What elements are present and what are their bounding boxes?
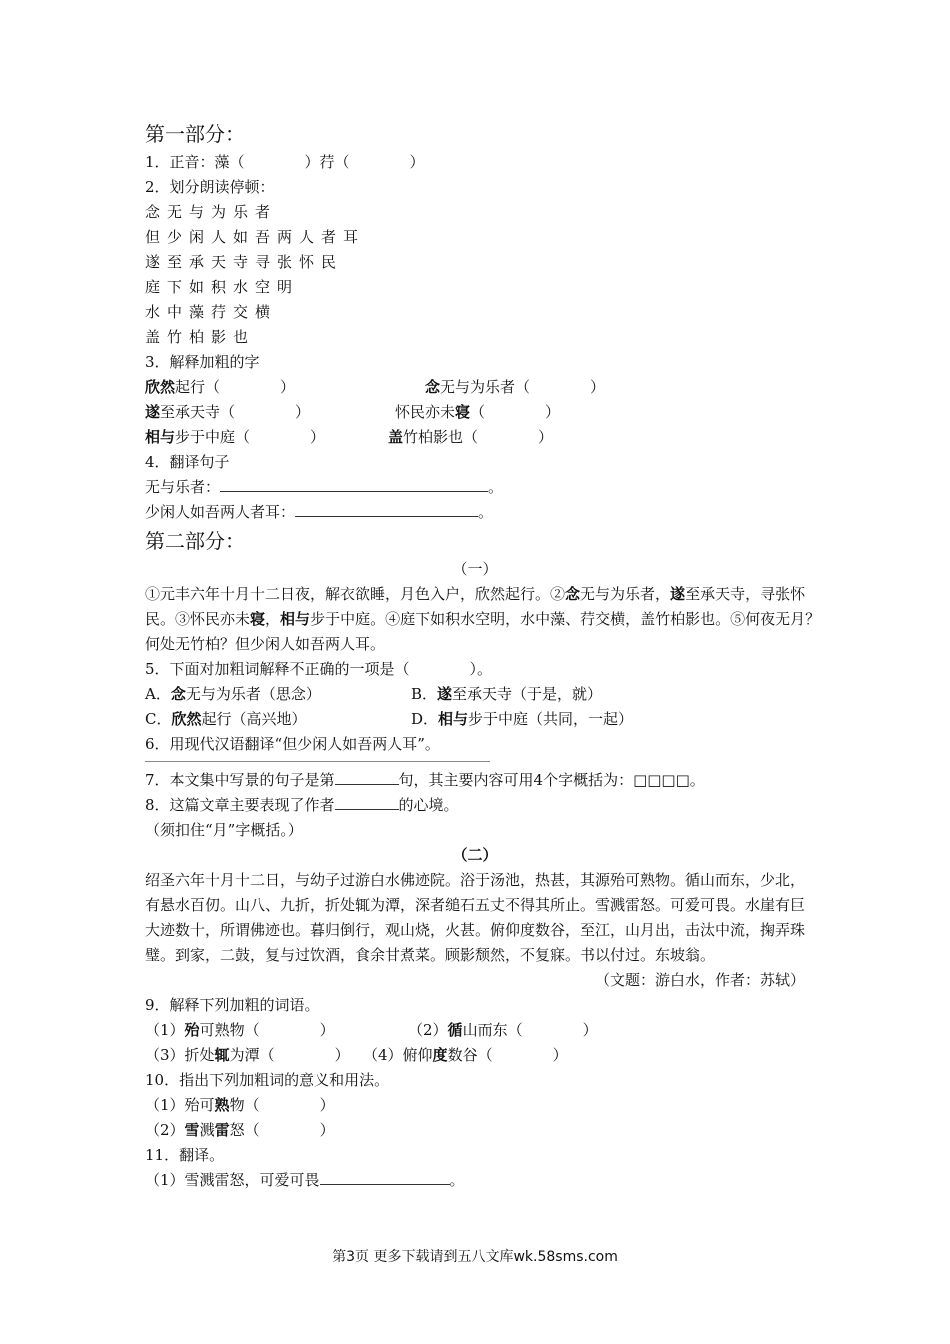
q3-item: 怀民亦未寝（ ） — [395, 403, 561, 421]
answer-blank[interactable] — [220, 476, 488, 492]
q4-sentence-b: 少闲人如吾两人者耳： 。 — [145, 503, 494, 521]
q5-options-row — [145, 682, 825, 707]
q3-item: 念无与为乐者（ ） — [425, 378, 606, 396]
part2-title: 第二部分： — [145, 529, 245, 553]
q3-row — [145, 400, 825, 425]
bold-term: 遂 — [670, 585, 686, 603]
question-4: 4．翻译句子 — [145, 453, 230, 471]
q9-item: （1）殆可熟物（ ） — [145, 1021, 335, 1039]
page-footer: 第3页 更多下载请到五八文库wk.58sms.com — [332, 1249, 618, 1265]
passage-text: ①元丰六年十月十二日夜，解衣欲睡，月色入户，欣然起行。② — [145, 585, 566, 603]
question-1: 1．正音：藻（ ）荇（ ） — [145, 153, 425, 171]
part1-title: 第一部分： — [145, 122, 245, 146]
question-8-note: （须扣住“月”字概括。） — [145, 821, 303, 839]
option-a[interactable]: A．念无与为乐者（思念） — [145, 685, 321, 703]
q3-row — [145, 425, 825, 450]
q3-item: 欣然起行（ ） — [145, 378, 296, 396]
q10-item: （1）殆可熟物（ ） — [145, 1096, 335, 1114]
pause-line: 庭下如积水空明 — [145, 278, 300, 296]
document-body — [145, 118, 825, 1193]
q4-sentence-a: 无与乐者： 。 — [145, 478, 504, 496]
q9-row — [145, 1043, 825, 1068]
q9-item: （4）俯仰度数谷（ ） — [363, 1046, 568, 1064]
q3-item: 遂至承天寺（ ） — [145, 403, 311, 421]
question-7: 7．本文集中写景的句子是第 句，其主要内容可用4个字概括为：□□□□。 — [145, 771, 705, 789]
pause-line: 水中藻荇交横 — [145, 303, 278, 321]
q3-item: 相与步于中庭（ ） — [145, 428, 326, 446]
passage-text: 无与为乐者， — [580, 585, 671, 603]
passage-1 — [145, 582, 825, 657]
passage-text: 步于中庭。④庭下如积水空明，水中藻、荇交横，盖竹柏影也。⑤何夜无月？何处无竹柏？但少闲人如吾两人耳。 — [145, 610, 821, 653]
q10-item: （2）雪溅雷怒（ ） — [145, 1121, 335, 1139]
answer-blank[interactable] — [295, 501, 478, 517]
option-d[interactable]: D．相与步于中庭（共同，一起） — [411, 710, 634, 728]
bold-term: 相与 — [280, 610, 311, 628]
passage-text: 至承天寺，寻张怀民。③怀民亦未 — [145, 585, 806, 628]
q9-item: （2）循山而东（ ） — [408, 1021, 598, 1039]
bold-term: 寝 — [250, 610, 266, 628]
question-5: 5．下面对加粗词解释不正确的一项是（ ）。 — [145, 660, 493, 678]
passage-text: ， — [265, 610, 281, 628]
question-11: 11．翻译。 — [145, 1146, 225, 1164]
answer-line[interactable] — [145, 761, 490, 762]
q9-item: （3）折处辄为潭（ ） — [145, 1046, 350, 1064]
passage1-heading: （一） — [452, 560, 498, 578]
question-8: 8．这篇文章主要表现了作者 的心境。 — [145, 796, 459, 814]
passage2-source: （文题：游白水，作者：苏轼） — [594, 971, 805, 989]
option-b[interactable]: B．遂至承天寺（于是，就） — [411, 685, 603, 703]
pause-line: 遂至承天寺寻张怀民 — [145, 253, 344, 271]
passage2-heading: （二） — [452, 846, 498, 864]
question-9: 9．解释下列加粗的词语。 — [145, 996, 320, 1014]
answer-blank[interactable] — [320, 1169, 450, 1185]
question-2: 2．划分朗读停顿： — [145, 178, 275, 196]
q3-item: 盖竹柏影也（ ） — [388, 428, 554, 446]
q9-row — [145, 1018, 825, 1043]
q3-row — [145, 375, 825, 400]
pause-line: 盖竹柏影也 — [145, 328, 256, 346]
q5-options-row — [145, 707, 825, 732]
q11-item: （1）雪溅雷怒，可爱可畏 。 — [145, 1171, 465, 1189]
answer-blank[interactable] — [335, 769, 399, 785]
pause-line: 念无与为乐者 — [145, 203, 278, 221]
passage-2: 绍圣六年十月十二日，与幼子过游白水佛迹院。浴于汤池，热甚，其源殆可熟物。循山而东，少北，有悬水百仞。山八、九折，折处辄为潭，深者缒石五丈不得其所止。雪溅雷怒。可爱可畏。水崖有巨大迹数十，所谓佛迹也。暮归倒行，观山烧，火甚。俯仰度数谷，至江，山月出，击汰中流，掬弄珠璧。到家，二鼓，复与过饮酒，食余甘煮菜。顾影颓然，不复寐。书以付过。东坡翁。 — [145, 871, 806, 964]
answer-blank[interactable] — [335, 794, 399, 810]
bold-term: 念 — [565, 585, 581, 603]
question-10: 10．指出下列加粗词的意义和用法。 — [145, 1071, 390, 1089]
question-3: 3．解释加粗的字 — [145, 353, 260, 371]
pause-line: 但少闲人如吾两人者耳 — [145, 228, 366, 246]
option-c[interactable]: C．欣然起行（高兴地） — [145, 710, 307, 728]
question-6: 6．用现代汉语翻译“但少闲人如吾两人耳”。 — [145, 735, 440, 753]
